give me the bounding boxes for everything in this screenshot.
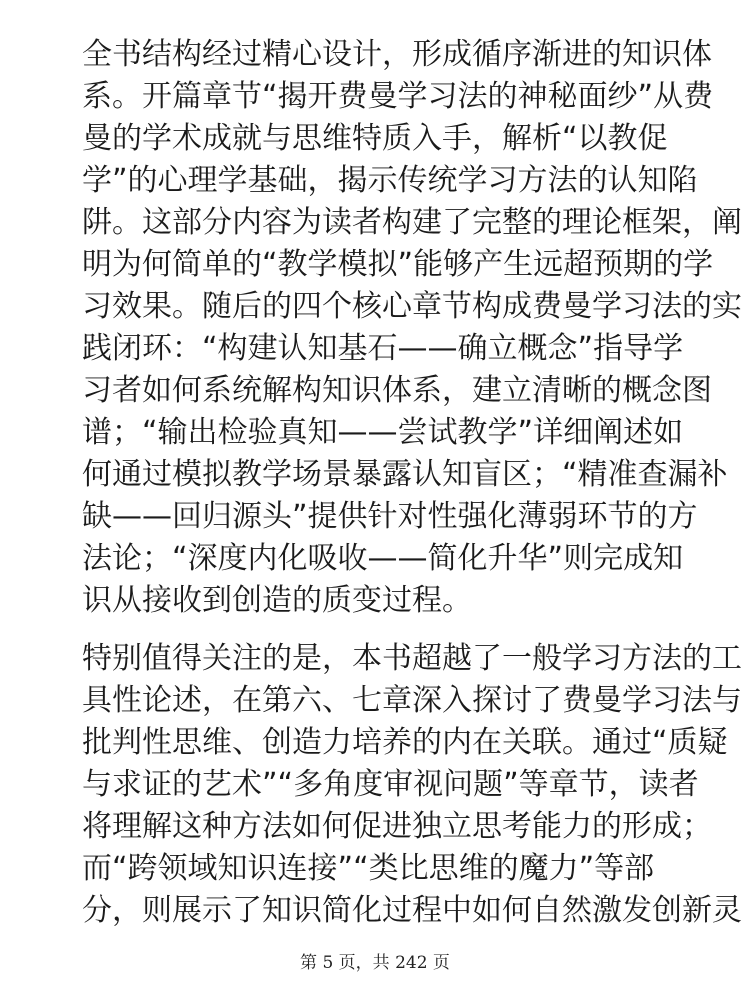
text-line: 具性论述，在第六、七章深入探讨了费曼学习法与 xyxy=(82,683,742,718)
text-line: 将理解这种方法如何促进独立思考能力的形成； xyxy=(82,809,712,844)
text-line: 曼的学术成就与思维特质入手，解析“以教促 xyxy=(82,121,668,156)
paragraph-2 xyxy=(82,638,742,932)
text-line: 与求证的艺术”“多角度审视问题”等章节，读者 xyxy=(82,767,699,802)
paragraph-1 xyxy=(82,34,742,622)
text-line: 何通过模拟教学场景暴露认知盲区；“精准查漏补 xyxy=(82,457,728,492)
text-line: 阱。这部分内容为读者构建了完整的理论框架，阐 xyxy=(82,205,742,240)
text-line: 批判性思维、创造力培养的内在关联。通过“质疑 xyxy=(82,725,728,760)
text-line: 而“跨领域知识连接”“类比思维的魔力”等部 xyxy=(82,851,655,886)
text-line: 识从接收到创造的质变过程。 xyxy=(82,583,472,618)
text-line: 践闭环：“构建认知基石——确立概念”指导学 xyxy=(82,331,684,366)
text-line: 学”的心理学基础，揭示传统学习方法的认知陷 xyxy=(82,163,698,198)
text-line: 明为何简单的“教学模拟”能够产生远超预期的学 xyxy=(82,247,714,282)
text-line: 系。开篇章节“揭开费曼学习法的神秘面纱”从费 xyxy=(82,79,714,114)
text-line: 缺——回归源头”提供针对性强化薄弱环节的方 xyxy=(82,499,698,534)
text-line: 法论；“深度内化吸收——简化升华”则完成知 xyxy=(82,541,684,576)
text-line: 特别值得关注的是，本书超越了一般学习方法的工 xyxy=(82,641,742,676)
text-line: 谱；“输出检验真知——尝试教学”详细阐述如 xyxy=(82,415,684,450)
text-line: 习效果。随后的四个核心章节构成费曼学习法的实 xyxy=(82,289,742,324)
page-number: 第 5 页，共 242 页 xyxy=(300,953,450,973)
text-line: 分，则展示了知识简化过程中如何自然激发创新灵 xyxy=(82,893,742,928)
document-body xyxy=(82,34,742,932)
text-line: 习者如何系统解构知识体系，建立清晰的概念图 xyxy=(82,373,712,408)
text-line: 全书结构经过精心设计，形成循序渐进的知识体 xyxy=(82,37,712,72)
